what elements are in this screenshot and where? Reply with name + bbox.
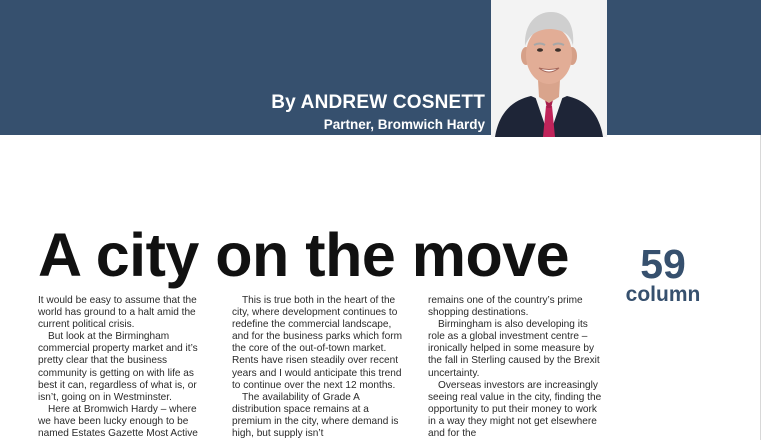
article-column-2: [232, 295, 410, 445]
article-paragraph: remains one of the country’s prime shopping destinations.: [428, 295, 583, 319]
article-paragraph: This is true both in the heart of the city, where development continues to redefine the commercial landscape, and for the business parks which form the core of the out-of-town market. Rents have risen steadily over recent years and I would anticipate this trend to continue over the next 12 months.: [232, 295, 402, 391]
column-label: column: [625, 283, 701, 306]
article-paragraph: Birmingham is also developing its role as a global investment centre – ironically helped in some measure by the fall in Sterling caused by the Brexit uncertainty.: [428, 319, 600, 379]
article-column-1: [38, 295, 210, 445]
column-number: 59: [640, 241, 686, 287]
column-marker: [615, 243, 711, 305]
article-paragraph: Here at Bromwich Hardy – where we have been lucky enough to be named Estates Gazette Most Active: [38, 403, 198, 440]
byline: [271, 92, 485, 134]
author-role: Partner, Bromwich Hardy: [323, 117, 485, 132]
article-paragraph: It would be easy to assume that the world has ground to a halt amid the current political crisis.: [38, 295, 197, 331]
author-name: By ANDREW COSNETT: [271, 92, 485, 113]
headline: A city on the move: [38, 221, 570, 289]
article-paragraph: Overseas investors are increasingly seeing real value in the city, finding the opportunity to put their money to work in a way they might not get elsewhere and for the: [428, 379, 602, 440]
article-paragraph: The availability of Grade A distribution space remains at a premium in the city, where demand is high, but supply isn’t: [232, 391, 399, 440]
author-portrait-illustration: [491, 0, 607, 137]
article-paragraph: But look at the Birmingham commercial property market and it’s pretty clear that the business community is getting on with life as best it can, regardless of what is, or isn’t, going on in Westminster.: [38, 331, 198, 403]
article-column-3: [428, 295, 604, 445]
author-photo: [491, 0, 607, 137]
